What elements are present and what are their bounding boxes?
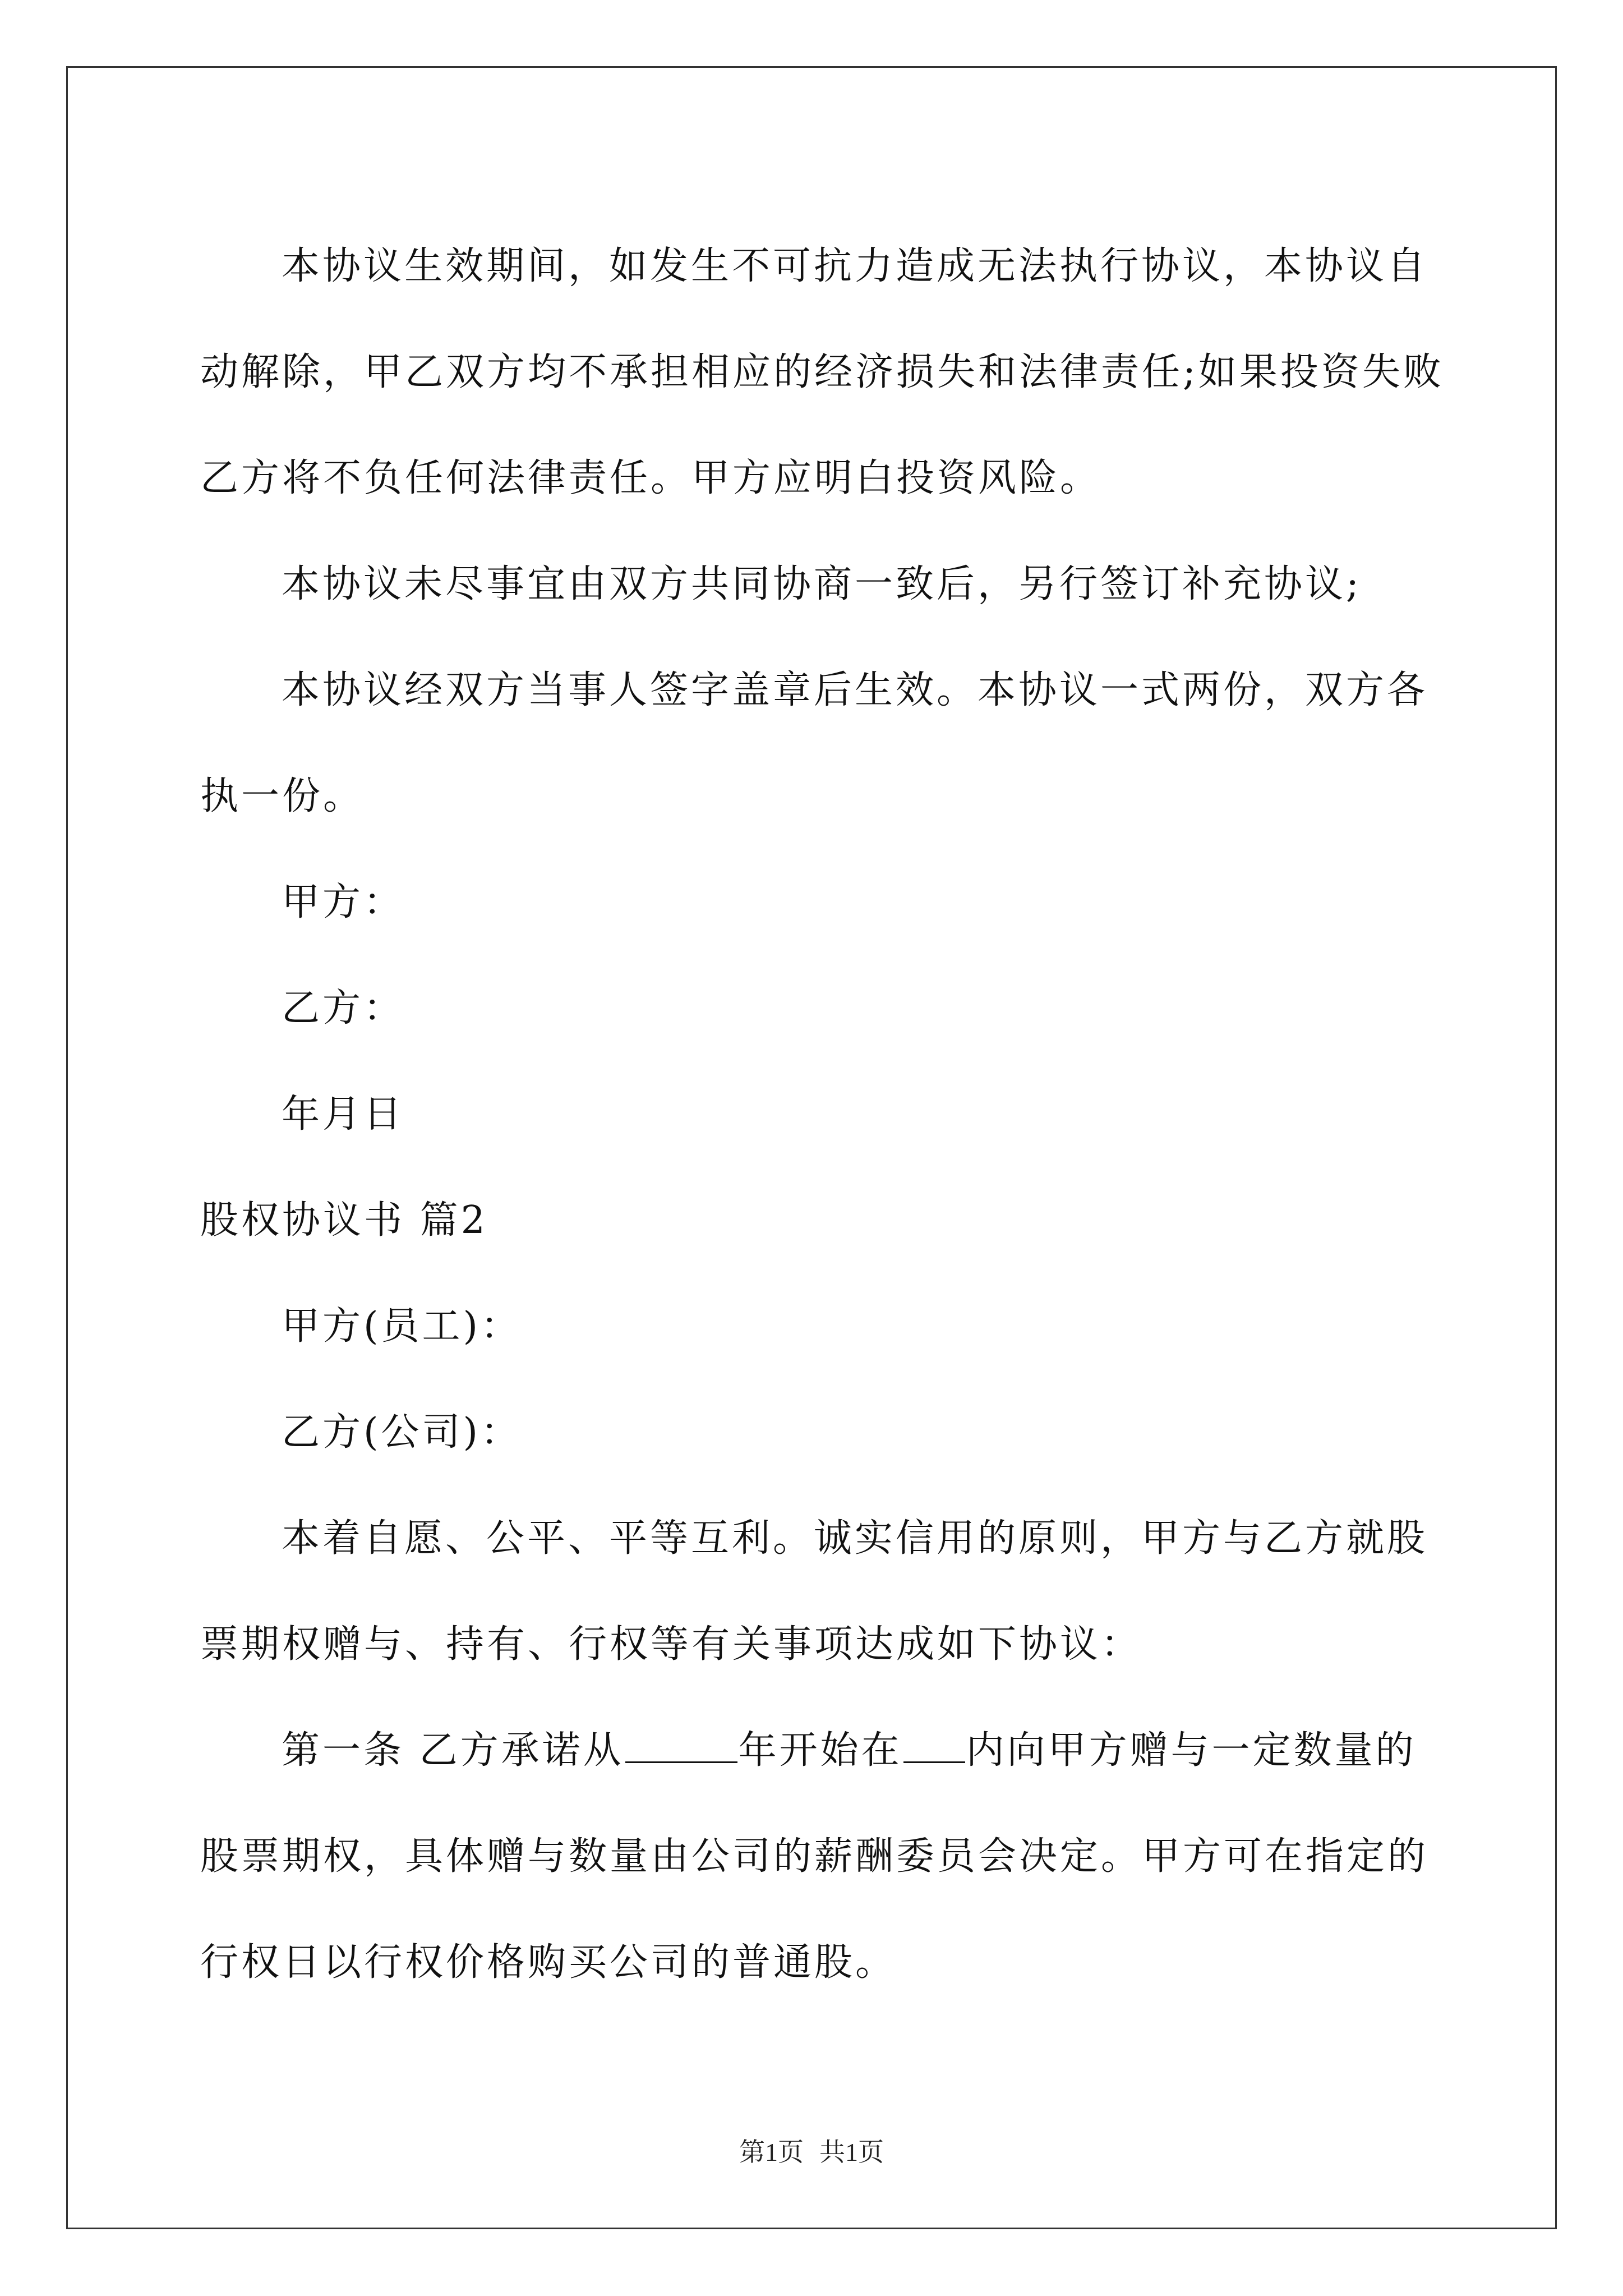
period-blank xyxy=(903,1730,965,1763)
article-1-line-2: 股票期权，具体赠与数量由公司的薪酬委员会决定。甲方可在指定的 xyxy=(200,1834,1429,1879)
party-a-employee: 甲方(员工)： xyxy=(282,1304,522,1349)
paragraph-force-majeure-line-2: 动解除，甲乙双方均不承担相应的经济损失和法律责任;如果投资失败 xyxy=(200,350,1444,394)
article-1-text-c: 内向甲方赠与一定数量的 xyxy=(966,1728,1417,1773)
page-total: 共1页 xyxy=(819,2138,884,2166)
paragraph-principle-line-1: 本着自愿、公平、平等互利。诚实信用的原则，甲方与乙方就股 xyxy=(282,1516,1428,1561)
year-blank xyxy=(625,1730,737,1763)
article-1-text-a: 第一条 乙方承诺从 xyxy=(282,1728,624,1773)
signature-party-a: 甲方： xyxy=(282,880,405,924)
party-b-company: 乙方(公司)： xyxy=(282,1410,522,1455)
paragraph-effect-line-2: 执一份。 xyxy=(200,774,365,818)
paragraph-supplement: 本协议未尽事宜由双方共同协商一致后，另行签订补充协议; xyxy=(282,562,1362,606)
signature-date: 年月日 xyxy=(282,1092,405,1137)
article-1-line-1 xyxy=(200,1697,1426,1803)
paragraph-effect-line-1: 本协议经双方当事人签字盖章后生效。本协议一式两份，双方各 xyxy=(282,668,1428,712)
article-1-line-3: 行权日以行权价格购买公司的普通股。 xyxy=(200,1940,897,1985)
signature-party-b: 乙方： xyxy=(282,986,405,1030)
paragraph-principle-line-2: 票期权赠与、持有、行权等有关事项达成如下协议： xyxy=(200,1622,1142,1667)
page-number: 第1页 xyxy=(739,2138,804,2166)
article-1-text-b: 年开始在 xyxy=(738,1728,902,1773)
document-body xyxy=(200,213,1444,2016)
paragraph-force-majeure-line-1: 本协议生效期间，如发生不可抗力造成无法执行协议，本协议自 xyxy=(282,244,1428,288)
paragraph-force-majeure-line-3: 乙方将不负任何法律责任。甲方应明白投资风险。 xyxy=(200,456,1101,500)
section-heading: 股权协议书 篇2 xyxy=(200,1198,488,1243)
page-footer xyxy=(0,2132,1623,2169)
